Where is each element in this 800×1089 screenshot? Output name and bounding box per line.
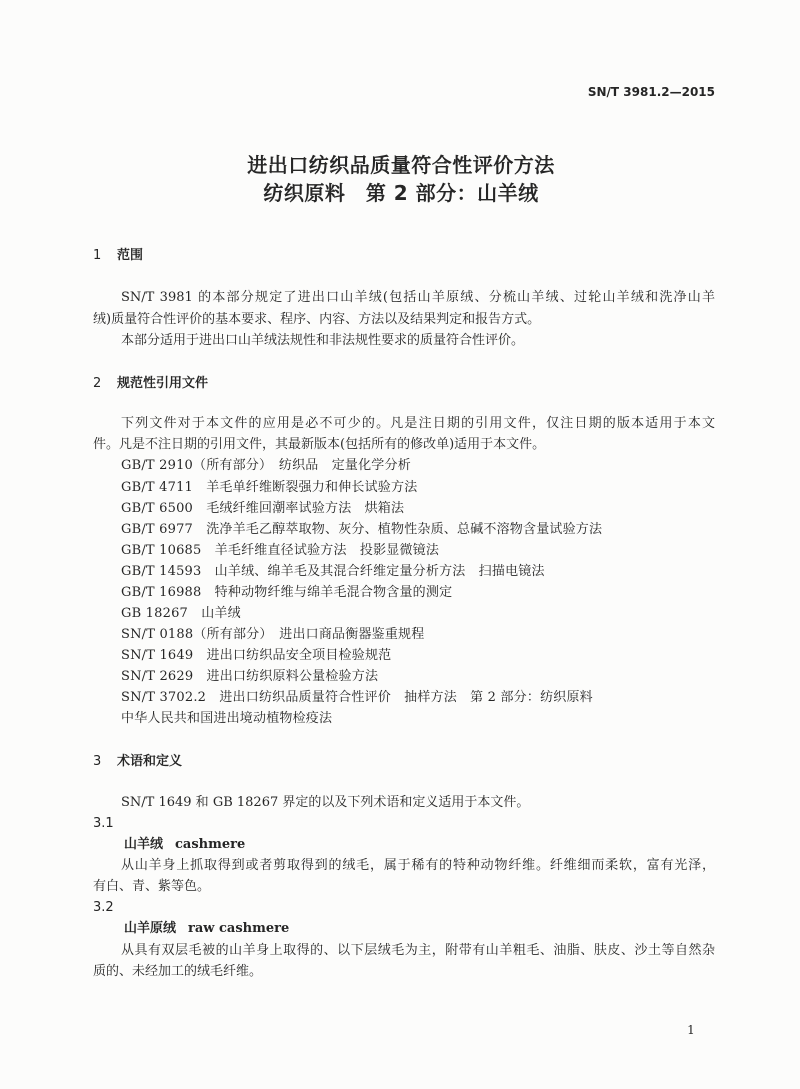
term-chinese: 山羊绒 <box>124 837 164 852</box>
section-number: 2 <box>93 376 102 391</box>
reference-item: 中华人民共和国进出境动植物检疫法 <box>121 711 333 726</box>
reference-item: GB/T 10685 羊毛纤维直径试验方法 投影显微镜法 <box>121 543 440 558</box>
reference-item: GB/T 4711 羊毛单纤维断裂强力和伸长试验方法 <box>121 480 418 495</box>
section-title: 规范性引用文件 <box>117 376 209 391</box>
term-definition-line: 从山羊身上抓取得到或者剪取得到的绒毛，属于稀有的特种动物纤维。纤维细而柔软，富有光泽， <box>121 858 715 873</box>
reference-item: GB/T 2910（所有部分） 纺织品 定量化学分析 <box>121 458 411 473</box>
term-entry <box>124 919 289 939</box>
reference-item: GB/T 16988 特种动物纤维与绵羊毛混合物含量的测定 <box>121 585 453 600</box>
terms-intro-paragraph: SN/T 1649 和 GB 18267 界定的以及下列术语和定义适用于本文件。 <box>121 795 530 810</box>
section-2-heading <box>93 374 208 394</box>
term-entry <box>124 835 245 855</box>
reference-item: SN/T 3702.2 进出口纺织品质量符合性评价 抽样方法 第 2 部分：纺织原料 <box>121 690 593 705</box>
reference-item: SN/T 1649 进出口纺织品安全项目检验规范 <box>121 648 392 663</box>
section-1-heading <box>93 246 143 266</box>
reference-item: GB/T 6977 洗净羊毛乙醇萃取物、灰分、植物性杂质、总碱不溶物含量试验方法 <box>121 522 603 537</box>
scope-paragraph-line: SN/T 3981 的本部分规定了进出口山羊绒(包括山羊原绒、分梳山羊绒、过轮山羊绒和洗净山羊 <box>121 290 715 305</box>
reference-item: GB/T 6500 毛绒纤维回潮率试验方法 烘箱法 <box>121 501 405 516</box>
document-title-line2: 纺织原料 第 2 部分：山羊绒 <box>263 181 539 205</box>
term-chinese: 山羊原绒 <box>124 921 177 936</box>
term-number: 3.2 <box>93 900 114 915</box>
references-intro-line: 件。凡是不注日期的引用文件，其最新版本(包括所有的修改单)适用于本文件。 <box>93 437 546 452</box>
section-3-heading <box>93 752 182 772</box>
term-definition-line: 有白、青、紫等色。 <box>93 879 211 894</box>
scope-paragraph-line: 绒)质量符合性评价的基本要求、程序、内容、方法以及结果判定和报告方式。 <box>93 312 541 327</box>
reference-item: GB/T 14593 山羊绒、绵羊毛及其混合纤维定量分析方法 扫描电镜法 <box>121 564 545 579</box>
scope-applicability-paragraph: 本部分适用于进出口山羊绒法规性和非法规性要求的质量符合性评价。 <box>121 333 525 348</box>
section-title: 术语和定义 <box>117 754 183 769</box>
term-english: raw cashmere <box>188 921 290 936</box>
document-code: SN/T 3981.2—2015 <box>587 85 715 99</box>
reference-item: GB 18267 山羊绒 <box>121 606 241 621</box>
section-title: 范围 <box>117 248 144 263</box>
term-number: 3.1 <box>93 816 114 831</box>
section-number: 3 <box>93 754 102 769</box>
references-intro-line: 下列文件对于本文件的应用是必不可少的。凡是注日期的引用文件，仅注日期的版本适用于本文 <box>121 416 715 431</box>
document-title-line1: 进出口纺织品质量符合性评价方法 <box>247 153 555 177</box>
term-definition-line: 从具有双层毛被的山羊身上取得的、以下层绒毛为主，附带有山羊粗毛、油脂、肤皮、沙土等自然杂 <box>121 943 715 958</box>
term-definition-line: 质的、未经加工的绒毛纤维。 <box>93 964 263 979</box>
section-number: 1 <box>93 248 102 263</box>
reference-item: SN/T 0188（所有部分） 进出口商品衡器鉴重规程 <box>121 627 425 642</box>
term-english: cashmere <box>175 837 246 852</box>
page-number: 1 <box>687 1023 695 1037</box>
reference-item: SN/T 2629 进出口纺织原料公量检验方法 <box>121 669 379 684</box>
